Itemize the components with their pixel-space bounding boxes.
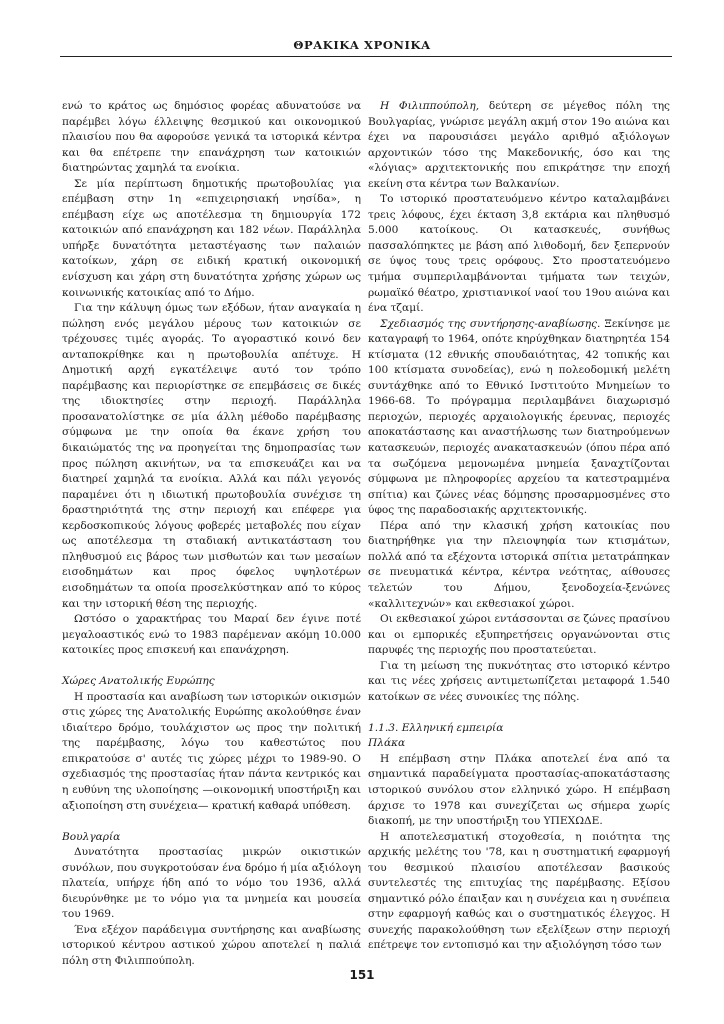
- paragraph: Για την κάλυψη όμως των εξόδων, ήταν αναγκαία η πώληση ενός μεγάλου μέρους των κατοικιών σε τρέχουσες τιμές αγοράς. Το αγοραστικό κοινό δεν ανταποκρίθηκε και η πρωτοβουλία απέτυχε. Η Δημοτική αρχή εγκατέλειψε αυτό τον τρόπο παρέμβασης και περιορίστηκε σε επεμβάσεις σε δικές της ιδιοκτησίες στην περιοχή. Παράλληλα προσανατολίστηκε σε μία άλλη μέθοδο παρέμβασης σύμφωνα με την οποία θα έκανε χρήση του δικαιώματός της να προηγείται της δημοπρασίας των προς πώληση ακινήτων, να τα επισκευάζει και να διατηρεί χαμηλά τα ενοίκια. Αλλά και πάλι γεγονός παραμένει ότι η ιδιωτική πρωτοβουλία συνέχισε τη δραστηριότητά της στην περιοχή και επέφερε για κερδοσκοπικούς λόγους φοβερές μεταβολές που είχαν ως αποτέλεσμα τη σταδιακή αντικατάσταση του πληθυσμού εις βάρος των μισθωτών και των μεσαίων εισοδημάτων και προς όφελος υψηλοτέρων εισοδημάτων τα οποία προσελκύστηκαν από το κύρος και την ιστορική θέση της περιοχής.: [62, 302, 361, 610]
- paragraph-text: δεύτερη σε μέγεθος πόλη της Βουλγαρίας, γνώρισε μεγάλη ακμή στον 19ο αιώνα και έχει να παρουσιάσει μεγάλο αριθμό αξιόλογων αρχοντικών τόσο της Μακεδονικής, όσο και της «λόγιας» αρχιτεκτονικής που επικράτησε την εποχή εκείνη στα κέντρα των Βαλκανίων.: [368, 100, 670, 190]
- paragraph-text: Ξεκίνησε με καταγραφή το 1964, οπότε κηρύχθηκαν διατηρητέα 154 κτίσματα (12 εθνικής σπουδαιότητας, 42 τοπικής και 100 κτίσματα συνοδείας), ενώ η πολεοδομική μελέτη συντάχθηκε από το Εθνικό Ινστιτούτο Μνημείων το 1966-68. Το πρόγραμμα περιλαμβάνει διαχωρισμό περιοχών, περιοχές αρχαιολογικής έρευνας, περιοχές αποκατάστασης και αναστήλωσης των διατηρούμενων κατασκευών, περιοχές ανακατασκευών (όπου πέρα από τα σωζόμενα μεμονωμένα μνημεία ξαναχτίζονται σύμφωνα με πληροφορίες αρχείου τα κατεστραμμένα σπίτια) και ζώνες νέας δόμησης προσαρμοσμένες στο ύφος της παραδοσιακής αρχιτεκτονικής.: [368, 317, 670, 517]
- paragraph: Σε μία περίπτωση δημοτικής πρωτοβουλίας για επέμβαση στην 1η «επιχειρησιακή νησίδα», η επέμβαση είχε ως αποτέλεσμα τη δημιουργία 172 κατοικιών από επανάχρηση και 182 νέων. Παράλληλα υπήρξε δυνατότητα μεταστέγασης των παλαιών κατοίκων, χάρη σε ειδική κρατική οικονομική ενίσχυση και χάρη στη δυνατότητα χρήσης χώρων ως κοινωνικής κατοικίας από το Δήμο.: [62, 177, 361, 299]
- right-column: [368, 99, 670, 954]
- paragraph: Η επέμβαση στην Πλάκα αποτελεί ένα από τα σημαντικά παραδείγματα προστασίας-αποκατάστασης ιστορικού συνόλου στον ελληνικό χώρο. Η επέμβαση άρχισε το 1978 και συνεχίζεται ως σήμερα χωρίς διακοπή, με την υποστήριξη του ΥΠΕΧΩΔΕ.: [368, 752, 670, 828]
- paragraph: [368, 99, 670, 192]
- paragraph: [368, 317, 670, 519]
- subsection-heading: Πλάκα: [368, 737, 406, 750]
- run-in-heading: Η Φιλιππούπολη,: [380, 100, 480, 112]
- paragraph: ενώ το κράτος ως δημόσιος φορέας αδυνατούσε να παρέμβει λόγω έλλειψης θεσμικού και οικονομικού πλαισίου που θα αφορούσε γενικά τα ιστορικά κέντρα και θα επέτρεπε την επανάχρηση των κατοικιών διατηρώντας χαμηλά τα ενοίκια.: [62, 100, 361, 175]
- paragraph: Πέρα από την κλασική χρήση κατοικίας που διατηρήθηκε για την πλειοψηφία των κτισμάτων, πολλά από τα εξέχοντα ιστορικά σπίτια μετατράπηκαν σε πνευματικά κέντρα, κέντρα νεότητας, αίθουσες τελετών του Δήμου, ξενοδοχεία-ξενώνες «καλλιτεχνών» και εκθεσιακοί χώροι.: [368, 519, 670, 610]
- section-heading: 1.1.3. Ελληνική εμπειρία: [368, 721, 504, 734]
- section-heading: Χώρες Ανατολικής Ευρώπης: [62, 675, 215, 688]
- paragraph: Οι εκθεσιακοί χώροι εντάσσονται σε ζώνες πρασίνου και οι εμπορικές εξυπηρετήσεις οργανώνονται στις παρυφές της περιοχής που προστατεύεται.: [368, 613, 670, 657]
- paragraph: Για τη μείωση της πυκνότητας στο ιστορικό κέντρο και τις νέες χρήσεις αντιμετωπίζεται μεταφορά 1.540 κατοίκων σε νέες συνοικίες της πόλης.: [368, 659, 670, 703]
- paragraph: Η αποτελεσματική στοχοθεσία, η ποιότητα της αρχικής μελέτης του '78, και η συστηματική εφαρμογή του θεσμικού πλαισίου αποτέλεσαν βασικούς συντελεστές της επιτυχίας της παρέμβασης. Εξίσου σημαντικό ρόλο έπαιξαν και η συνέχεια και η συνέπεια στην εφαρμογή καθώς και ο συστηματικός έλεγχος. Η συνεχής παρακολούθηση των εξελίξεων στην περιοχή επέτρεψε τον εντοπισμό και την αξιολόγηση τόσο των: [368, 830, 670, 952]
- paragraph: Το ιστορικό προστατευόμενο κέντρο καταλαμβάνει τρεις λόφους, έχει έκταση 3,8 εκτάρια και πληθυσμό 5.000 κατοίκους. Οι κατασκευές, συνήθως πασσαλόπηκτες με βάση από λιθοδομή, δεν ξεπερνούν σε ύψος τους τρεις ορόφους. Στο προστατευόμενο τμήμα συμπεριλαμβάνονται τμήματα των τειχών, ρωμαϊκό θέατρο, χριστιανικοί ναοί του 19ου αιώνα και ένα τζαμί.: [368, 193, 670, 315]
- left-column: [62, 99, 361, 970]
- paragraph: Η προστασία και αναβίωση των ιστορικών οικισμών στις χώρες της Ανατολικής Ευρώπης ακολούθησε έναν ιδιαίτερο δρόμο, τουλάχιστον ως προς την πολιτική της παρέμβασης, λόγω του καθεστώτος που επικρατούσε σ' αυτές τις χώρες μέχρι το 1989-90. Ο σχεδιασμός της προστασίας ήταν πάντα κεντρικός και η ευθύνη της υλοποίησης —οικονομική υποστήριξη και αξιοποίηση στη συνέχεια— κρατική καθαρά υπόθεση.: [62, 690, 361, 812]
- header-rule: [60, 56, 672, 57]
- paragraph: Ωστόσο ο χαρακτήρας του Μαραί δεν έγινε ποτέ μεγαλοαστικός ενώ το 1983 παρέμεναν ακόμη 10.000 κατοικίες προς επισκευή και επανάχρηση.: [62, 613, 361, 657]
- page-number: 151: [349, 968, 375, 982]
- section-heading: Βουλγαρία: [62, 830, 121, 843]
- paragraph: Ένα εξέχον παράδειγμα συντήρησης και αναβίωσης ιστορικού κέντρου αστικού χώρου αποτελεί η παλιά πόλη στη Φιλιππούπολη.: [62, 923, 361, 967]
- run-in-heading: Σχεδιασμός της συντήρησης-αναβίωσης.: [380, 317, 601, 330]
- running-header: ΘΡΑΚΙΚΑ ΧΡΟΝΙΚΑ: [293, 38, 431, 52]
- paragraph: Δυνατότητα προστασίας μικρών οικιστικών συνόλων, που συγκροτούσαν ένα δρόμο ή μία αξιόλογη πλατεία, υπήρχε ήδη από το νόμο του 1936, αλλά διευρύνθηκε με το νόμο για τα μνημεία και μουσεία του 1969.: [62, 846, 361, 921]
